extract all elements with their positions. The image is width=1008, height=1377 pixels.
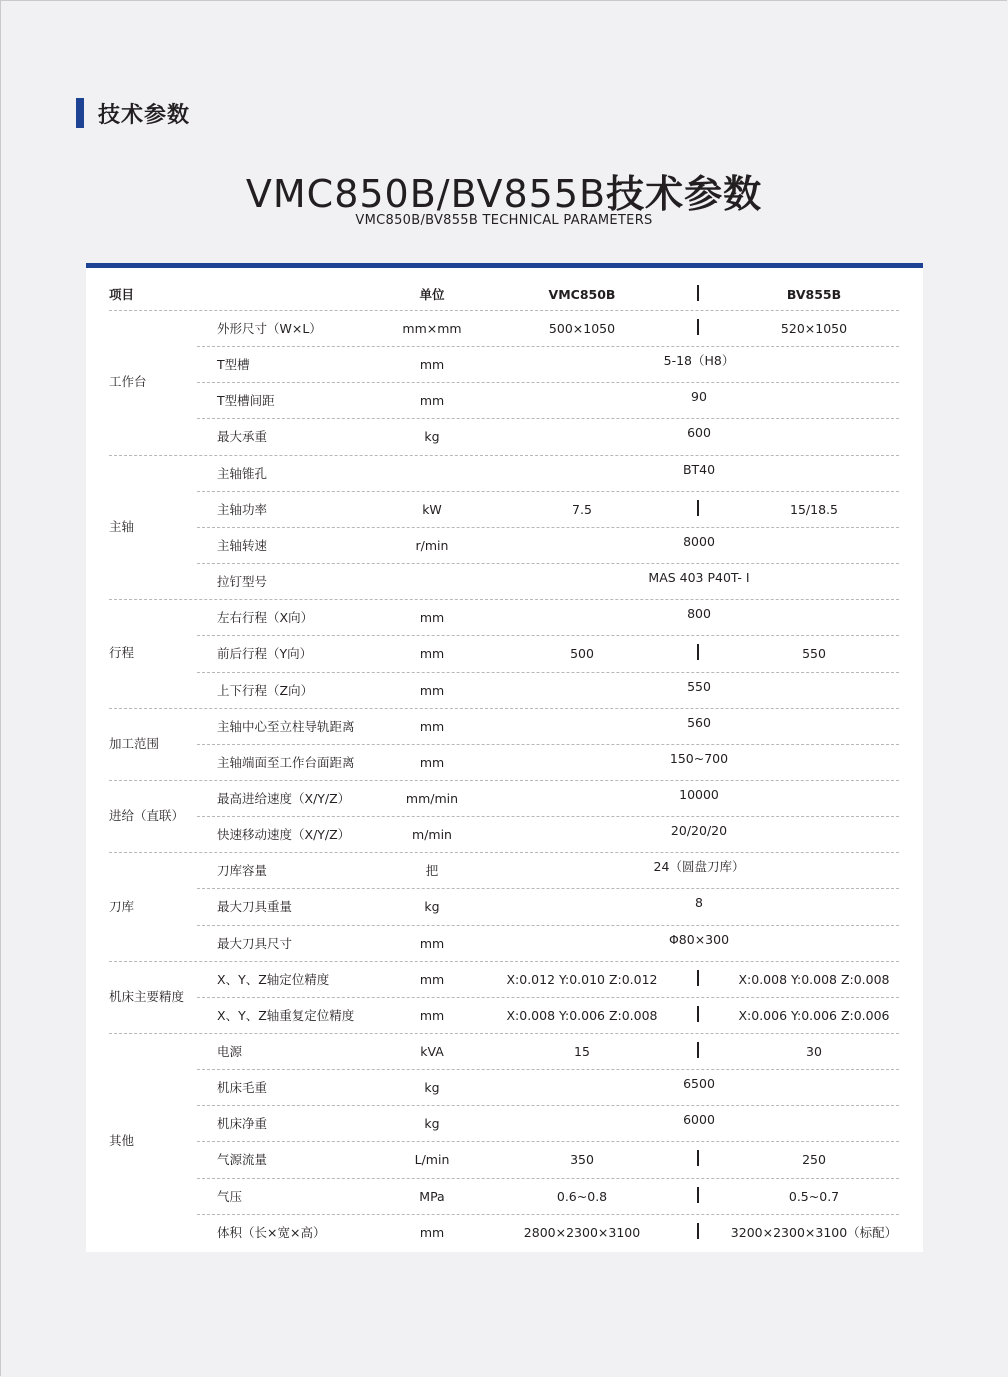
shared-value: 5-18（H8）	[663, 353, 735, 369]
row-divider	[197, 491, 899, 492]
column-separator	[697, 1042, 699, 1058]
unit-cell: mm	[419, 393, 445, 409]
group-label: 加工范围	[109, 735, 160, 751]
unit-cell: kg	[424, 1116, 440, 1132]
unit-cell: mm	[419, 357, 445, 373]
page-subtitle: VMC850B/BV855B TECHNICAL PARAMETERS	[355, 213, 653, 228]
unit-cell: mm	[419, 646, 445, 662]
param-label: 气压	[217, 1188, 243, 1204]
header-model-a: VMC850B	[548, 287, 616, 302]
model-b-value: 0.5~0.7	[788, 1188, 840, 1204]
shared-value: 800	[687, 606, 711, 622]
row-divider	[197, 925, 899, 926]
shared-value: 20/20/20	[670, 823, 728, 839]
row-divider	[197, 635, 899, 636]
row-divider	[197, 1141, 899, 1142]
header-item: 项目	[109, 287, 135, 302]
row-divider	[197, 346, 899, 347]
unit-cell: mm	[419, 1007, 445, 1023]
shared-value: 550	[687, 678, 711, 694]
group-divider	[109, 1033, 899, 1034]
row-divider	[197, 1069, 899, 1070]
group-divider	[109, 780, 899, 781]
unit-cell: m/min	[412, 827, 452, 843]
param-label: 主轴端面至工作台面距离	[217, 754, 355, 770]
param-label: 快速移动速度（X/Y/Z）	[217, 827, 351, 843]
shared-value: MAS 403 P40T- Ⅰ	[648, 570, 750, 586]
param-label: 拉钉型号	[217, 574, 268, 590]
page-title-cn: 技术参数	[606, 172, 763, 216]
param-label: 左右行程（X向）	[217, 610, 314, 626]
param-label: 主轴转速	[217, 537, 268, 553]
param-label: 主轴中心至立柱导轨距离	[217, 718, 355, 734]
group-label: 其他	[109, 1133, 135, 1149]
param-label: 电源	[217, 1044, 243, 1059]
row-divider	[197, 418, 899, 419]
param-label: 机床毛重	[217, 1080, 268, 1096]
param-label: 最大承重	[217, 429, 268, 445]
param-label: 主轴功率	[217, 501, 268, 517]
group-divider	[109, 961, 899, 962]
column-separator	[697, 1006, 699, 1022]
param-label: 机床净重	[217, 1116, 268, 1132]
model-a-value: 15	[574, 1044, 590, 1059]
column-separator	[697, 970, 699, 986]
param-label: 上下行程（Z向）	[217, 682, 314, 698]
model-b-value: X:0.008 Y:0.008 Z:0.008	[738, 971, 890, 987]
model-a-value: 500	[570, 646, 594, 662]
shared-value: 10000	[679, 786, 719, 802]
model-b-value: 30	[806, 1044, 822, 1059]
unit-cell: MPa	[419, 1188, 445, 1204]
page-title	[0, 163, 1008, 218]
model-a-value: 7.5	[572, 501, 592, 517]
group-divider	[109, 599, 899, 600]
column-separator	[697, 1187, 699, 1203]
group-label: 进给（直联）	[109, 808, 185, 824]
section-title: 技术参数	[98, 102, 191, 128]
model-a-value: 2800×2300×3100	[523, 1224, 641, 1240]
group-divider	[109, 455, 899, 456]
unit-cell: mm	[419, 610, 445, 626]
shared-value: 560	[687, 714, 711, 730]
model-a-value: 500×1050	[548, 321, 616, 336]
column-separator	[697, 644, 699, 660]
row-divider	[197, 888, 899, 889]
model-b-value: 550	[802, 646, 826, 662]
shared-value: 8000	[683, 533, 715, 549]
unit-cell: kW	[422, 501, 442, 517]
param-label: 最大刀具重量	[217, 899, 293, 915]
group-label: 机床主要精度	[109, 988, 185, 1004]
row-divider	[197, 563, 899, 564]
model-a-value: X:0.012 Y:0.010 Z:0.012	[506, 971, 658, 987]
column-separator	[697, 319, 699, 335]
param-label: 刀库容量	[217, 863, 268, 879]
unit-cell: mm×mm	[402, 321, 462, 336]
param-label: T型槽间距	[217, 393, 275, 409]
unit-cell: mm	[419, 971, 445, 987]
model-a-value: 350	[570, 1152, 594, 1168]
group-label: 行程	[109, 645, 135, 661]
model-a-value: X:0.008 Y:0.006 Z:0.008	[506, 1007, 658, 1023]
row-divider	[197, 1178, 899, 1179]
unit-cell: mm/min	[405, 790, 459, 806]
param-label: 最大刀具尺寸	[217, 935, 293, 951]
param-label: T型槽	[217, 357, 250, 373]
param-label: X、Y、Z轴定位精度	[217, 971, 330, 987]
model-a-value: 0.6~0.8	[556, 1188, 608, 1204]
section-header	[76, 98, 190, 128]
shared-value: 24（圆盘刀库）	[653, 859, 745, 875]
unit-cell: mm	[419, 718, 445, 734]
row-divider	[197, 816, 899, 817]
unit-cell: mm	[419, 935, 445, 951]
shared-value: 6500	[683, 1076, 715, 1092]
header-model-b: BV855B	[786, 287, 842, 302]
unit-cell: L/min	[414, 1152, 450, 1168]
unit-cell: kg	[424, 429, 440, 445]
unit-cell: kg	[424, 899, 440, 915]
row-divider	[197, 1214, 899, 1215]
param-label: 气源流量	[217, 1152, 268, 1168]
group-divider	[109, 708, 899, 709]
shared-value: 6000	[683, 1112, 715, 1128]
shared-value: 8	[695, 895, 703, 911]
param-label: 前后行程（Y向）	[217, 646, 313, 662]
unit-cell: 把	[425, 863, 439, 879]
unit-cell: mm	[419, 682, 445, 698]
model-b-value: X:0.006 Y:0.006 Z:0.006	[738, 1007, 890, 1023]
row-divider	[197, 527, 899, 528]
column-separator	[697, 1150, 699, 1166]
group-label: 刀库	[109, 898, 135, 914]
model-b-value: 250	[802, 1152, 826, 1168]
unit-cell: mm	[419, 1224, 445, 1240]
param-label: 最高进给速度（X/Y/Z）	[217, 790, 351, 806]
page-title-latin: VMC850B/BV855B	[245, 172, 607, 216]
header-divider	[109, 310, 899, 311]
row-divider	[197, 1105, 899, 1106]
unit-cell: kg	[424, 1080, 440, 1096]
section-accent-bar	[76, 98, 84, 128]
unit-cell: mm	[419, 754, 445, 770]
row-divider	[197, 744, 899, 745]
model-b-value: 15/18.5	[790, 501, 838, 517]
column-separator	[697, 500, 699, 516]
shared-value: 600	[687, 425, 711, 441]
unit-cell: r/min	[415, 537, 449, 553]
row-divider	[197, 382, 899, 383]
row-divider	[197, 997, 899, 998]
shared-value: 90	[691, 389, 707, 405]
header-column-separator	[697, 285, 699, 301]
group-label: 工作台	[109, 374, 147, 390]
spec-table	[86, 263, 923, 1252]
header-unit: 单位	[419, 287, 445, 302]
shared-value: BT40	[682, 461, 716, 477]
row-divider	[197, 672, 899, 673]
shared-value: 150~700	[669, 750, 729, 766]
column-separator	[697, 1223, 699, 1239]
param-label: X、Y、Z轴重复定位精度	[217, 1007, 355, 1023]
param-label: 主轴锥孔	[217, 465, 268, 481]
shared-value: Φ80×300	[668, 931, 730, 947]
param-label: 体积（长×宽×高）	[217, 1224, 326, 1240]
unit-cell: kVA	[420, 1044, 444, 1059]
group-divider	[109, 852, 899, 853]
model-b-value: 520×1050	[780, 321, 848, 336]
group-label: 主轴	[109, 518, 135, 534]
model-b-value: 3200×2300×3100（标配）	[730, 1224, 898, 1240]
param-label: 外形尺寸（W×L）	[217, 321, 322, 336]
